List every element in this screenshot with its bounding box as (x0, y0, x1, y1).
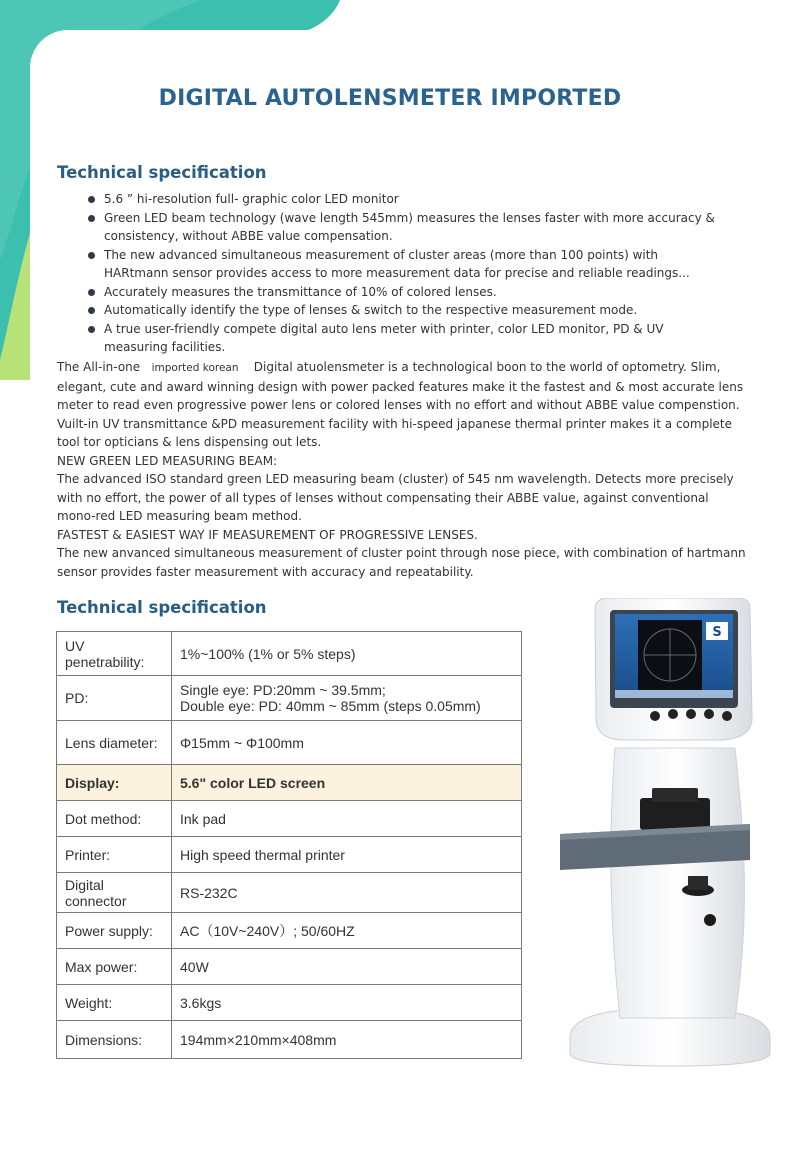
table-row (57, 913, 522, 949)
spec-value: Single eye: PD:20mm ~ 39.5mm; Double eye: PD: 40mm ~ 85mm (steps 0.05mm) (172, 676, 522, 721)
spec-bullet-list (74, 190, 724, 357)
spec-label: Dot method: (57, 801, 172, 837)
spec-value: 40W (172, 949, 522, 985)
device-button (722, 711, 732, 721)
spec-value: RS-232C (172, 873, 522, 913)
table-row (57, 949, 522, 985)
spec-value: 3.6kgs (172, 985, 522, 1021)
intro-paragraph: The All-in-one imported korean Digital atuolensmeter is a technological boon to the world of optometry. Slim, elegant, cute and award winning design with power packed features make it the fastest and & most accurate lens meter to read even progressive power lens or colored lenses with no effort and without ABBE value compenstion. Vuilt-in UV transmittance &PD measurement facility with hi-speed japanese thermal printer makes it a complete tool tor opticians & lens dispensing out lets. (57, 360, 744, 449)
spec-value: 5.6" color LED screen (172, 765, 522, 801)
spec-value: Φ15mm ~ Φ100mm (172, 721, 522, 765)
list-item: Accurately measures the transmittance of 10% of colored lenses. (74, 283, 724, 302)
spec-label: Lens diameter: (57, 721, 172, 765)
spec-value: AC（10V~240V）; 50/60HZ (172, 913, 522, 949)
spec-value: High speed thermal printer (172, 837, 522, 873)
spec-table (56, 631, 522, 1059)
spec-label: Power supply: (57, 913, 172, 949)
table-row (57, 721, 522, 765)
table-row (57, 676, 522, 721)
device-button (686, 709, 696, 719)
beam-paragraph: The advanced ISO standard green LED measuring beam (cluster) of 545 nm wavelength. Detects more precisely with no effort, the power of all types of lenses without compensating their ABBE value, against conventional mono-red LED measuring beam method. (57, 472, 734, 523)
spec-label: Max power: (57, 949, 172, 985)
spec-value: 194mm×210mm×408mm (172, 1021, 522, 1059)
progressive-heading: FASTEST & EASIEST WAY IF MEASUREMENT OF PROGRESSIVE LENSES. (57, 527, 478, 542)
device-button (704, 709, 714, 719)
list-item: A true user-friendly compete digital auto lens meter with printer, color LED monitor, PD & UV measuring facilities. (74, 320, 724, 357)
spec-label: Display: (57, 765, 172, 801)
table-row (57, 801, 522, 837)
side-knob (704, 914, 716, 926)
section-heading-spec-table: Technical specification (57, 598, 267, 617)
device-button (650, 711, 660, 721)
spec-value: Ink pad (172, 801, 522, 837)
table-row (57, 1021, 522, 1059)
lens-holder (640, 798, 710, 830)
list-item: The new advanced simultaneous measurement of cluster areas (more than 100 points) with HARtmann sensor provides access to more measurement data for precise and reliable readings... (74, 246, 724, 283)
spec-label: UV penetrability: (57, 632, 172, 676)
lensmeter-device-image (560, 598, 780, 1068)
screen-badge-text: S (712, 625, 722, 640)
list-item: 5.6 ” hi-resolution full- graphic color LED monitor (74, 190, 724, 209)
table-row (57, 632, 522, 676)
beam-heading: NEW GREEN LED MEASURING BEAM: (57, 453, 278, 468)
device-button (668, 709, 678, 719)
table-row (57, 837, 522, 873)
table-row (57, 873, 522, 913)
table-row-highlighted (57, 765, 522, 801)
table-row (57, 985, 522, 1021)
spec-label: Weight: (57, 985, 172, 1021)
spec-label: Dimensions: (57, 1021, 172, 1059)
spec-label: Printer: (57, 837, 172, 873)
spec-label: Digital connector (57, 873, 172, 913)
spec-value: 1%~100% (1% or 5% steps) (172, 632, 522, 676)
spec-label: PD: (57, 676, 172, 721)
list-item: Green LED beam technology (wave length 545mm) measures the lenses faster with more accuracy & consistency, without ABBE value compensation. (74, 209, 724, 246)
description-block (57, 358, 747, 581)
list-item: Automatically identify the type of lenses & switch to the respective measurement mode. (74, 301, 724, 320)
progressive-paragraph: The new anvanced simultaneous measurement of cluster point through nose piece, with combination of hartmann sensor provides faster measurement with accuracy and repeatability. (57, 546, 746, 579)
section-heading-spec: Technical specification (57, 163, 267, 182)
page-title: DIGITAL AUTOLENSMETER IMPORTED (158, 86, 622, 111)
